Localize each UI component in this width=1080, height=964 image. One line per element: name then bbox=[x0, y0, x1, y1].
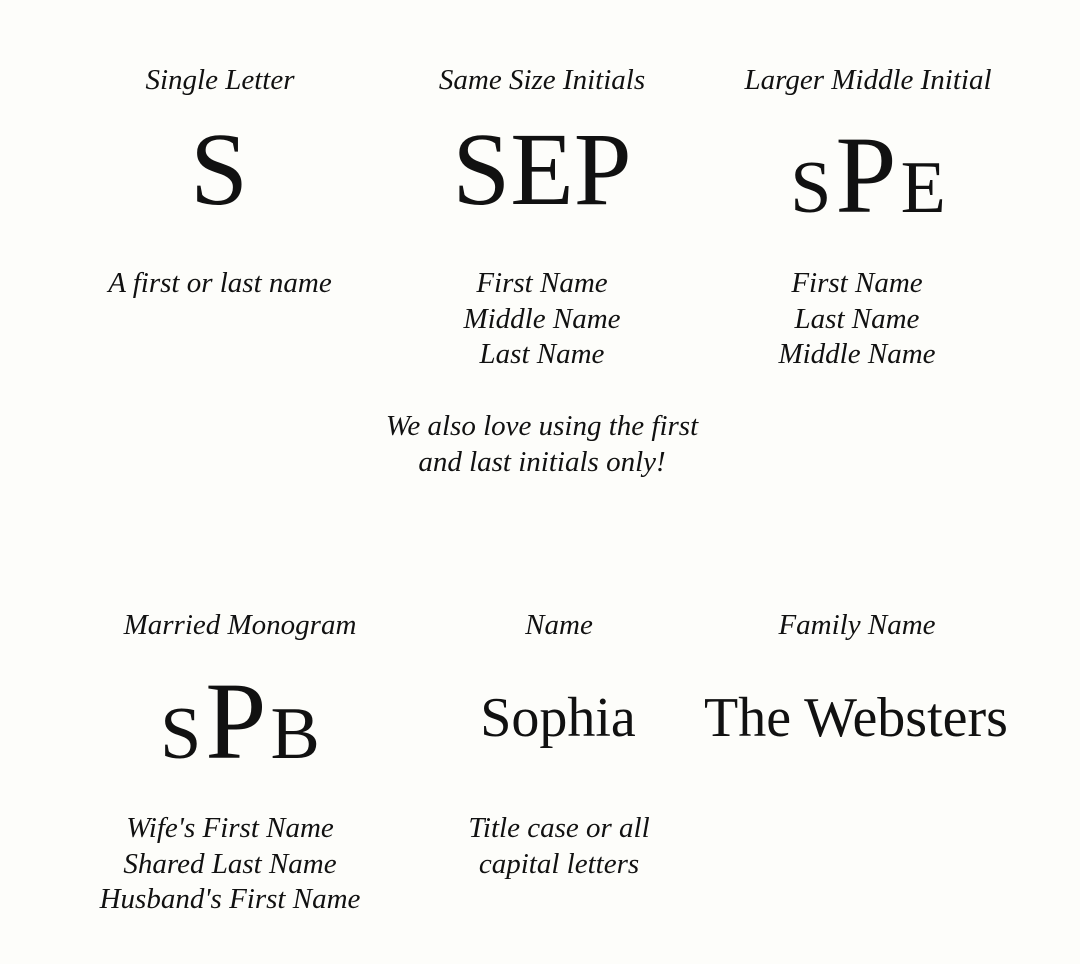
initials-note-line-2: and last initials only! bbox=[418, 445, 666, 478]
married-left-initial: S bbox=[160, 693, 202, 775]
same-size-desc-line-3: Last Name bbox=[479, 338, 605, 370]
same-size-title: Same Size Initials bbox=[438, 64, 646, 96]
initials-note-line-1: We also love using the first bbox=[385, 410, 699, 442]
married-center-initial: P bbox=[205, 660, 267, 782]
married-sample bbox=[160, 660, 320, 782]
single-letter-sample: S bbox=[190, 112, 248, 227]
larger-middle-desc-line-3: Middle Name bbox=[778, 338, 936, 370]
married-desc-line-1: Wife's First Name bbox=[126, 812, 334, 844]
same-size-description bbox=[463, 266, 620, 373]
larger-middle-right-initial: E bbox=[900, 147, 946, 229]
larger-middle-desc-line-2: Last Name bbox=[794, 302, 920, 335]
larger-middle-desc-line-1: First Name bbox=[791, 267, 923, 299]
larger-middle-sample bbox=[790, 114, 946, 236]
name-desc-line-1: Title case or all bbox=[468, 812, 650, 844]
same-size-desc-line-1: First Name bbox=[476, 267, 608, 299]
larger-middle-center-initial: P bbox=[835, 114, 897, 236]
family-sample: The Websters bbox=[704, 687, 1008, 749]
single-letter-desc-line: A first or last name bbox=[108, 267, 332, 299]
married-title: Married Monogram bbox=[123, 609, 357, 641]
married-desc-line-2: Shared Last Name bbox=[123, 847, 337, 880]
married-desc-line-3: Husband's First Name bbox=[99, 883, 361, 915]
single-letter-description bbox=[108, 266, 331, 302]
initials-note bbox=[386, 409, 698, 480]
larger-middle-left-initial: S bbox=[790, 147, 832, 229]
name-title: Name bbox=[525, 609, 593, 641]
family-title: Family Name bbox=[778, 609, 936, 641]
married-description bbox=[100, 811, 361, 918]
name-sample: Sophia bbox=[480, 687, 636, 749]
larger-middle-title: Larger Middle Initial bbox=[744, 64, 992, 96]
single-letter-title: Single Letter bbox=[145, 64, 295, 96]
larger-middle-description bbox=[778, 266, 935, 373]
same-size-sample: SEP bbox=[452, 112, 632, 227]
same-size-desc-line-2: Middle Name bbox=[463, 302, 621, 335]
name-description bbox=[468, 811, 649, 882]
name-desc-line-2: capital letters bbox=[478, 847, 640, 880]
married-right-initial: B bbox=[270, 693, 320, 775]
